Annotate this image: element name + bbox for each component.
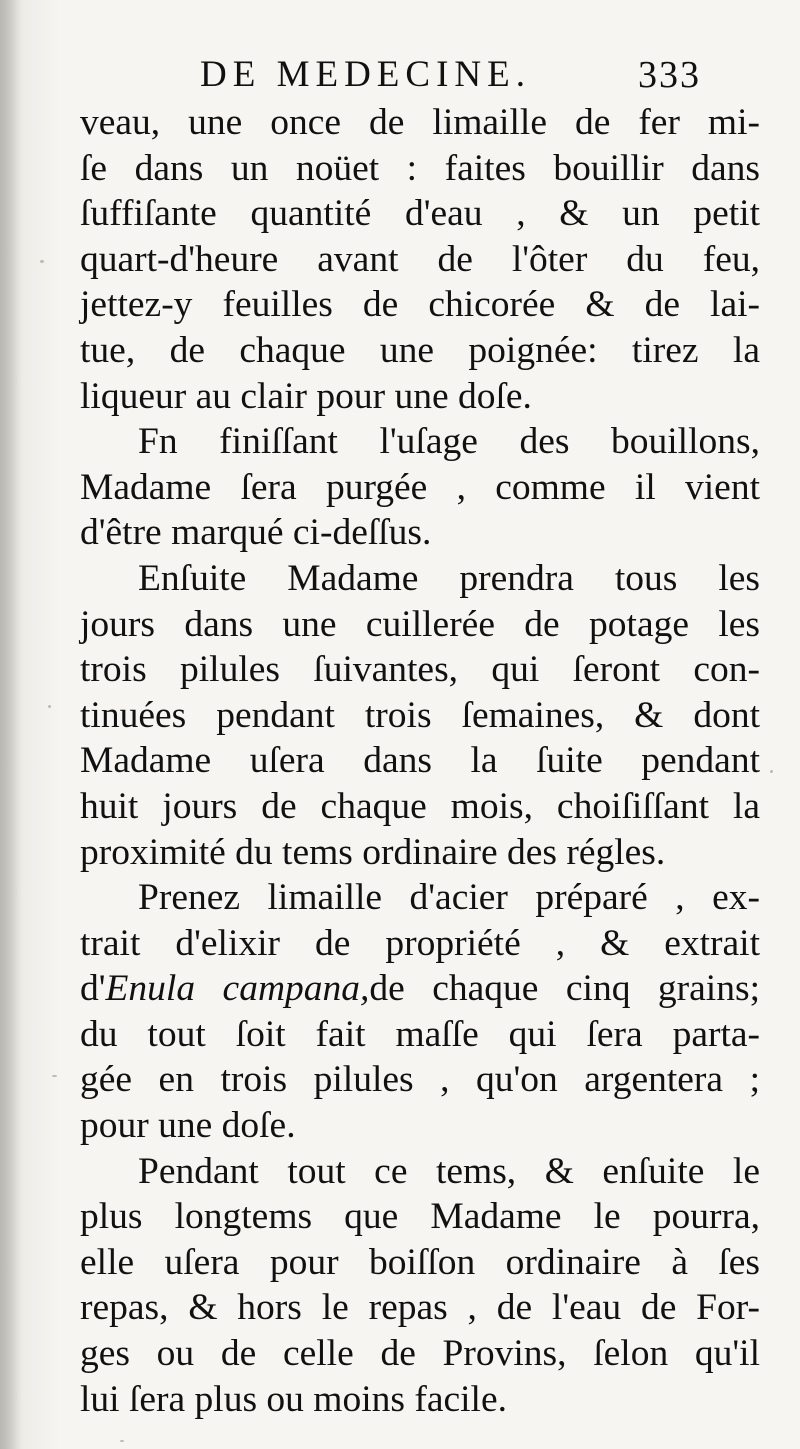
paper-speck — [40, 260, 44, 263]
page-number: 333 — [638, 54, 701, 96]
text-line: du tout ſoit fait maſſe qui ſera parta- — [80, 1013, 760, 1055]
spine-shadow — [0, 0, 22, 1449]
text-line: ſuffiſante quantité d'eau , & un petit — [80, 193, 760, 235]
text-line: plus longtems que Madame le pourra, — [80, 1196, 760, 1238]
text-line: elle uſera pour boiſſon ordinaire à ſes — [80, 1241, 760, 1283]
text-line: ſe dans un noüet : faites bouillir dans — [80, 147, 760, 189]
text-line: Pendant tout ce tems, & enſuite le — [138, 1150, 760, 1192]
text-line: lui ſera plus ou moins facile. — [80, 1378, 507, 1420]
text-line: gée en trois pilules , qu'on argentera ; — [80, 1059, 760, 1101]
text-line: huit jours de chaque mois, choiſiſſant la — [80, 785, 760, 827]
running-head: DE MEDECINE. — [200, 54, 531, 95]
paper-speck — [52, 1075, 57, 1077]
text-line: ges ou de celle de Provins, ſelon qu'il — [80, 1333, 760, 1375]
line-prefix: d' — [80, 968, 106, 1010]
text-line: tue, de chaque une poignée: tirez la — [80, 329, 760, 371]
line-rest: de chaque cinq grains; — [369, 968, 760, 1010]
text-line: Enſuite Madame prendra tous les — [138, 557, 760, 599]
text-line: repas, & hors le repas , de l'eau de For- — [80, 1287, 760, 1329]
text-line: veau, une once de limaille de fer mi- — [80, 102, 760, 143]
paper-speck — [48, 705, 51, 708]
body-text — [80, 100, 760, 1422]
text-line: jours dans une cuillerée de potage les — [80, 603, 760, 645]
text-line: jettez-y feuilles de chicorée & de lai- — [80, 284, 760, 326]
text-line: proximité du tems ordinaire des régles. — [80, 831, 666, 873]
text-line: d'être marqué ci-deſſus. — [80, 512, 432, 554]
italic-term: Enula campana, — [105, 968, 370, 1010]
text-line: trois pilules ſuivantes, qui ſeront con- — [80, 649, 760, 691]
text-line: quart-d'heure avant de l'ôter du feu, — [80, 238, 760, 280]
text-line-with-italic — [80, 966, 760, 1012]
text-line: liqueur au clair pour une doſe. — [80, 375, 532, 417]
text-line: Fn finiſſant l'uſage des bouillons, — [138, 421, 760, 463]
text-line: Prenez limaille d'acier préparé , ex- — [138, 877, 760, 919]
text-line: pour une doſe. — [80, 1105, 296, 1147]
text-line: trait d'elixir de propriété , & extrait — [80, 922, 760, 964]
text-line: Madame uſera dans la ſuite pendant — [80, 740, 760, 782]
text-line: tinuées pendant trois ſemaines, & dont — [80, 694, 760, 736]
paper-speck — [770, 770, 773, 773]
text-line: Madame ſera purgée , comme il vient — [80, 466, 760, 508]
paper-speck — [120, 1440, 124, 1442]
page-header — [0, 50, 800, 100]
